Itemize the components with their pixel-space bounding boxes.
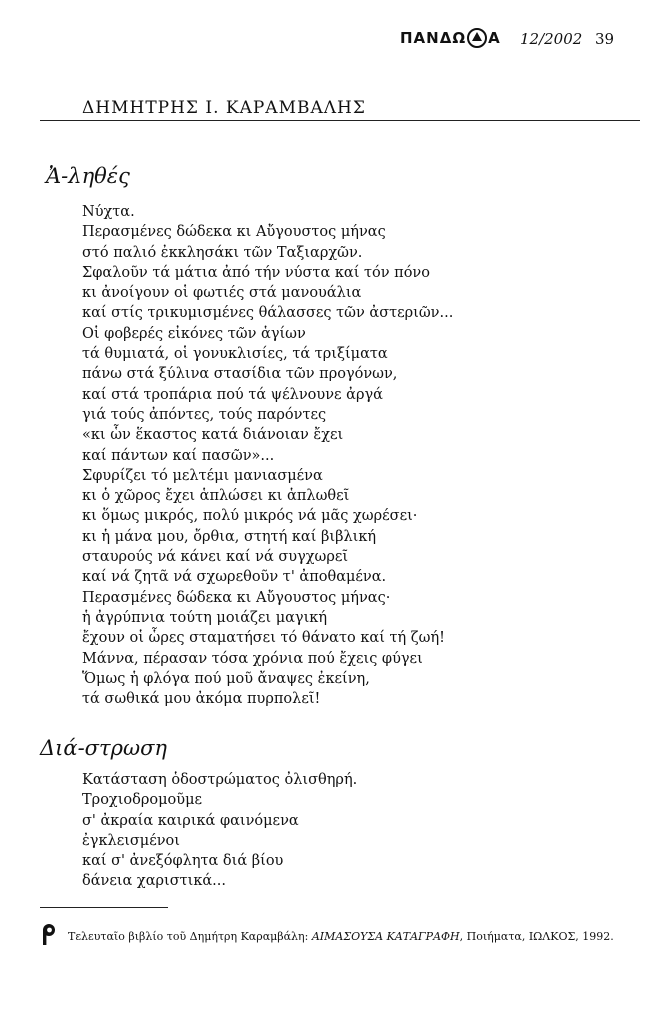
poem-line: Οἱ φοβερές εἰκόνες τῶν ἁγίων [82,325,306,342]
masthead [400,28,630,52]
poem-line: Ὅμως ἡ φλόγα πού μοῦ ἄναψες ἐκείνη, [82,670,370,687]
poem-line: κι ὅμως μικρός, πολύ μικρός νά μᾶς χωρέσει· [82,508,418,525]
poem-line: κι ἀνοίγουν οἱ φωτιές στά μανουάλια [82,285,362,302]
poem-title: Ἀ-ληθές [46,164,130,188]
poem-line: καί σ' ἀνεξόφλητα διά βίου [82,853,284,870]
magazine-logo [400,28,501,48]
poem-line: Μάννα, πέρασαν τόσα χρόνια πού ἔχεις φύγει [82,650,423,667]
poem-line: Κατάσταση ὁδοστρώματος ὀλισθηρή. [82,772,358,788]
author-name: ΔΗΜΗΤΡΗΣ Ι. ΚΑΡΑΜΒΑΛΗΣ [82,98,366,118]
footnote-book-title: ΑΙΜΑΣΟΥΣΑ ΚΑΤΑΓΡΑΦΗ [311,930,460,943]
header-divider [40,120,640,121]
poem-line: Τροχιοδρομοῦμε [82,792,203,809]
poem-line: τά σωθικά μου ἀκόμα πυρπολεῖ! [82,691,321,708]
poem-line: τά θυμιατά, οἱ γονυκλισίες, τά τριξίματα [82,346,388,363]
page-number: 39 [595,30,615,48]
footnote-suffix: , Ποιήματα, ΙΩΛΚΟΣ, 1992. [459,930,614,943]
poem-line: πάνω στά ξύλινα στασίδια τῶν προγόνων, [82,366,398,383]
pandora-emblem-icon [467,28,487,48]
poem-line: καί στά τροπάρια πού τά ψέλνουνε ἀργά [82,386,383,403]
poem-body [82,770,357,892]
poem-line: δάνεια χαριστικά... [82,873,227,890]
poem-line: «κι ὧν ἕκαστος κατά διάνοιαν ἔχει [82,427,344,444]
poem-line: Περασμένες δώδεκα κι Αὔγουστος μήνας [82,224,386,241]
footnote [68,930,614,943]
logo-text: ΠΑΝΔΩ [400,29,467,47]
poem-line: κι ὁ χῶρος ἔχει ἁπλώσει κι ἁπλωθεῖ [82,488,350,505]
footnote-p-icon [40,922,56,946]
footnote-prefix: Τελευταῖο βιβλίο τοῦ Δημήτρη Καραμβάλη: [68,930,312,943]
poem-line: σ' ἀκραία καιρικά φαινόμενα [82,812,299,829]
logo-text-end: Α [488,29,501,47]
poem-line: Περασμένες δώδεκα κι Αὔγουστος μήνας· [82,589,391,606]
poem-line: γιά τούς ἀπόντες, τούς παρόντες [82,406,327,423]
poem-line: ἡ ἀγρύπνια τούτη μοιάζει μαγική [82,609,328,626]
poem-line: καί στίς τρικυμισμένες θάλασσες τῶν ἀστεριῶν... [82,305,454,322]
poem-body [82,202,453,709]
footnote-divider [40,907,168,908]
issue-date: 12/2002 [520,30,583,48]
poem-line: Σφαλοῦν τά μάτια ἀπό τήν νύστα καί τόν πόνο [82,264,430,281]
poem-line: κι ἡ μάνα μου, ὄρθια, στητή καί βιβλική [82,528,377,545]
poem-line: Σφυρίζει τό μελτέμι μανιασμένα [82,467,323,484]
poem-line: Νύχτα. [82,204,135,220]
poem-line: στό παλιό ἐκκλησάκι τῶν Ταξιαρχῶν. [82,244,363,261]
poem-line: ἔχουν οἱ ὧρες σταματήσει τό θάνατο καί τή ζωή! [82,630,446,647]
poem-title: Διά-στρωση [40,736,168,760]
poem-line: ἐγκλεισμένοι [82,832,180,849]
poem-line: σταυρούς νά κάνει καί νά συγχωρεῖ [82,549,349,566]
poem-line: καί πάντων καί πασῶν»... [82,447,275,464]
poem-line: καί νά ζητᾶ νά σχωρεθοῦν τ' ἀποθαμένα. [82,569,387,586]
